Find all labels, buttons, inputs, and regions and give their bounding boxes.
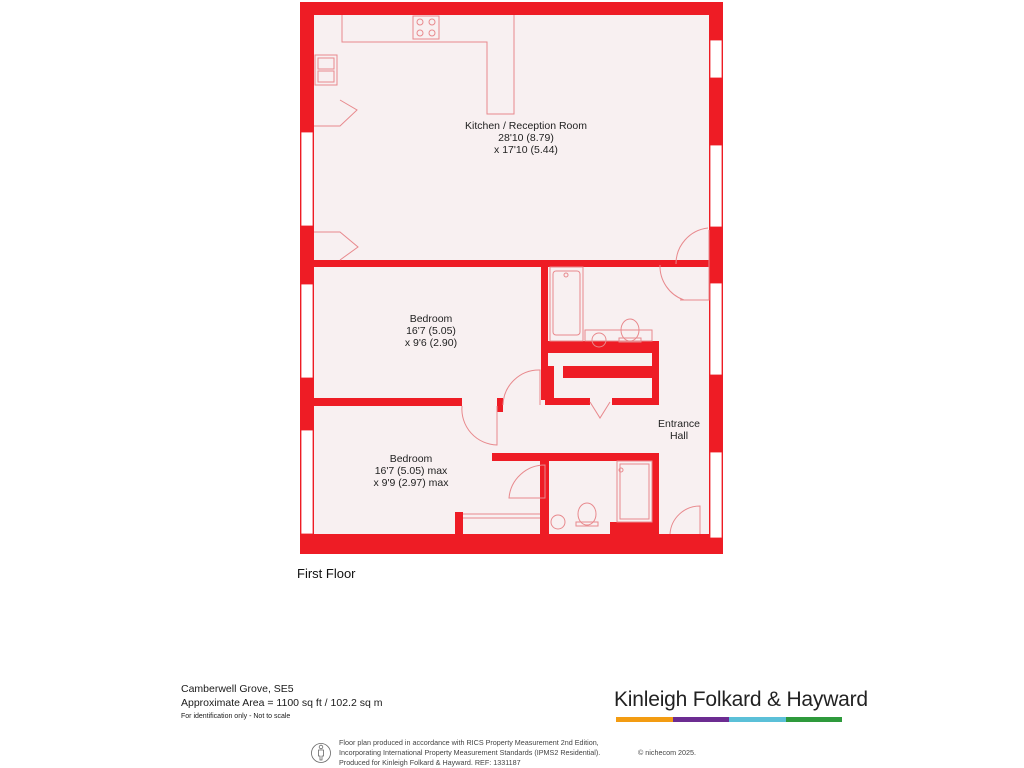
bedroom-1-label	[381, 313, 481, 349]
brand-bar-blue	[729, 717, 786, 722]
property-info	[181, 682, 382, 722]
entrance-hall-label	[649, 418, 709, 442]
brand-bar-purple	[673, 717, 730, 722]
bedroom-1-dim-2: x 9'6 (2.90)	[404, 337, 458, 349]
kitchen-label	[446, 120, 606, 156]
kitchen-name: Kitchen / Reception Room	[465, 120, 587, 132]
kitchen-dim-2: x 17'10 (5.44)	[494, 144, 558, 156]
bedroom-2-name: Bedroom	[389, 453, 433, 465]
brand-color-bar	[616, 717, 842, 722]
property-address: Camberwell Grove, SE5	[181, 683, 294, 695]
notes-line-3: Produced for Kinleigh Folkard & Hayward. REF: 1331187	[339, 758, 521, 767]
kitchen-dim-1: 28'10 (8.79)	[498, 132, 554, 144]
measurement-notes	[339, 738, 600, 768]
bedroom-2-label	[356, 453, 466, 489]
bedroom-1-name: Bedroom	[409, 313, 453, 325]
person-icon	[311, 740, 331, 766]
brand-bar-orange	[616, 717, 673, 722]
copyright-text: © nichecom 2025.	[638, 748, 697, 757]
entrance-line-2: Hall	[669, 430, 689, 442]
bedroom-1-dim-1: 16'7 (5.05)	[406, 325, 456, 337]
brand-name: Kinleigh Folkard & Hayward	[614, 688, 868, 711]
entrance-line-1: Entrance	[657, 418, 701, 430]
property-disclaimer: For identification only - Not to scale	[181, 713, 291, 720]
bedroom-2-dim-2: x 9'9 (2.97) max	[373, 477, 449, 489]
property-area: Approximate Area = 1100 sq ft / 102.2 sq m	[181, 697, 383, 709]
brand-bar-green	[786, 717, 843, 722]
bedroom-2-dim-1: 16'7 (5.05) max	[374, 465, 448, 477]
floor-label: First Floor	[297, 566, 356, 581]
notes-line-2: Incorporating International Property Measurement Standards (IPMS2 Residential).	[339, 748, 601, 757]
notes-line-1: Floor plan produced in accordance with RICS Property Measurement 2nd Edition,	[339, 738, 599, 747]
